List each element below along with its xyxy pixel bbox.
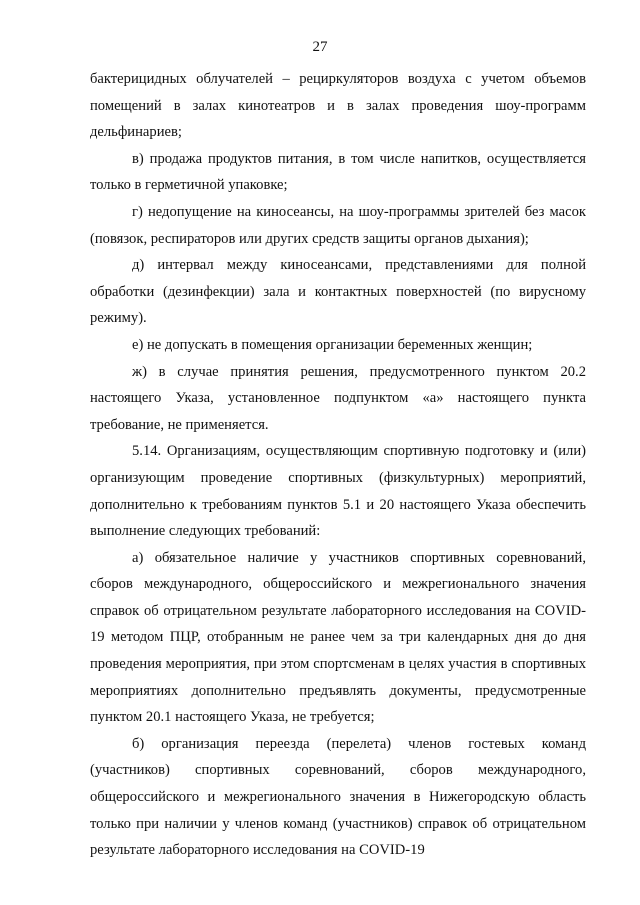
paragraph-item-b: б) организация переезда (перелета) членов гостевых команд (участников) спортивных соревнований, сборов международного, общероссийского и межрегионального значения в Нижегородскую область только при наличии у членов команд (участников) справок об отрицательном результате лабораторного исследования на COVID-19 bbox=[90, 735, 586, 859]
paragraph-continuation: бактерицидных облучателей – рециркуляторов воздуха с учетом объемов помещений в залах кинотеатров и в залах проведения шоу-программ дельфинариев; bbox=[90, 71, 586, 141]
paragraph-item-a: а) обязательное наличие у участников спортивных соревнований, сборов международного, общероссийского и межрегионального значения справок об отрицательном результате лабораторного исследования на COVID-19 методом ПЦР, отобранным не ранее чем за три календарных дня до дня проведения мероприятия, при этом спортсменам в целях участия в спортивных мероприятиях дополнительно предъявлять документы, предусмотренные пунктом 20.1 настоящего Указа, не требуется; bbox=[90, 549, 586, 726]
page-number: 27 bbox=[312, 39, 328, 55]
paragraph-item-e: е) не допускать в помещения организации беременных женщин; bbox=[132, 336, 533, 353]
document-body bbox=[90, 66, 586, 864]
paragraph-item-v: в) продажа продуктов питания, в том числе напитков, осуществляется только в герметичной упаковке; bbox=[90, 150, 586, 194]
paragraph-item-g: г) недопущение на киносеансы, на шоу-программы зрителей без масок (повязок, респираторов или других средств защиты органов дыхания); bbox=[90, 203, 586, 247]
paragraph-section-5-14: 5.14. Организациям, осуществляющим спортивную подготовку и (или) организующим проведение спортивных (физкультурных) мероприятий, дополнительно к требованиям пунктов 5.1 и 20 настоящего Указа обеспечить выполнение следующих требований: bbox=[90, 443, 586, 540]
paragraph-item-zh: ж) в случае принятия решения, предусмотренного пунктом 20.2 настоящего Указа, установленное подпунктом «а» настоящего пункта требование, не применяется. bbox=[90, 363, 586, 433]
paragraph-item-d: д) интервал между киносеансами, представлениями для полной обработки (дезинфекции) зала и контактных поверхностей (по вирусному режиму). bbox=[90, 257, 586, 327]
